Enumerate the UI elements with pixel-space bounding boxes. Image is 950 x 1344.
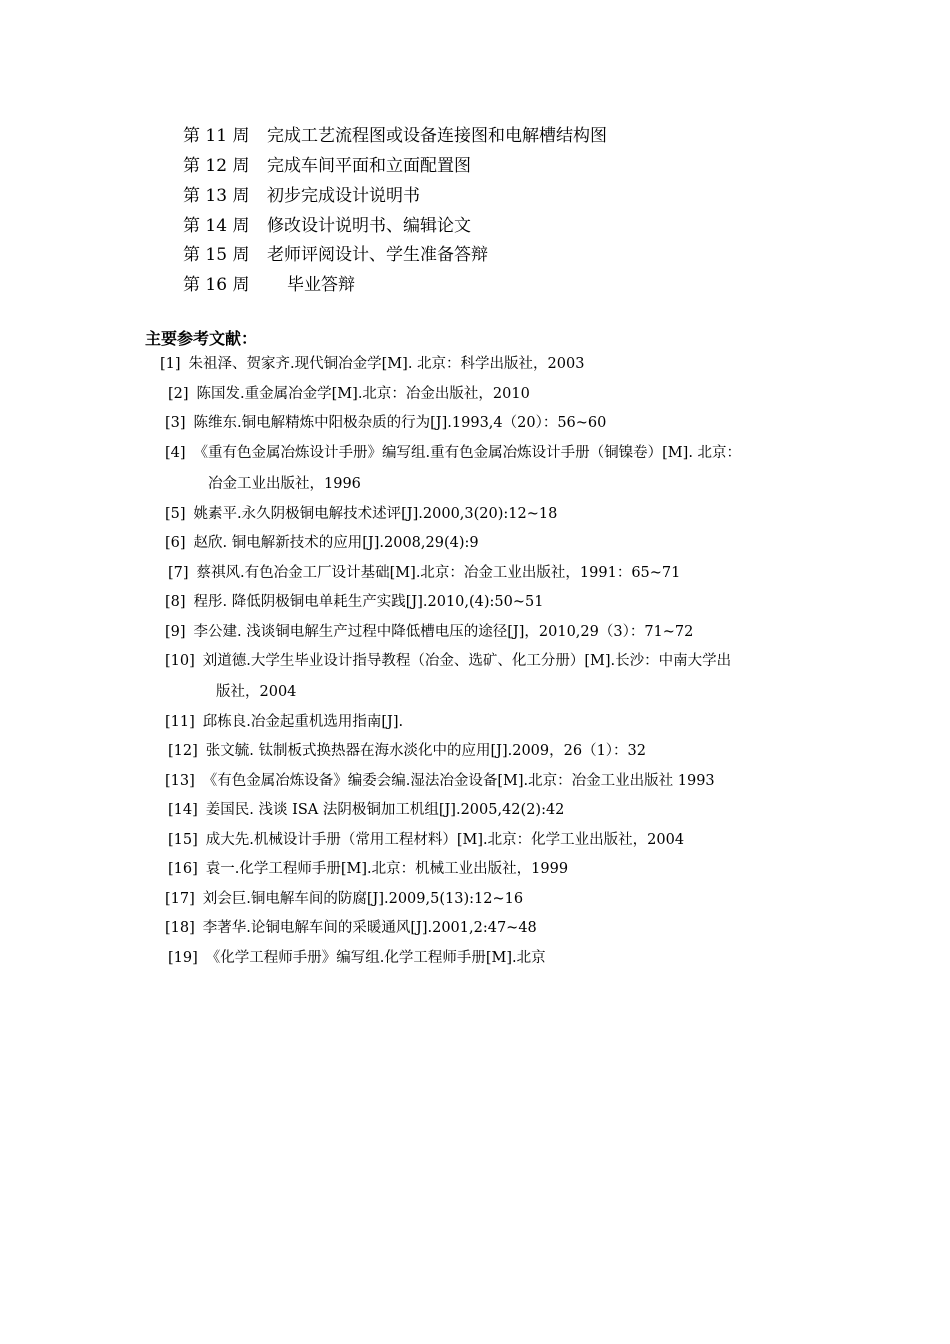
schedule-row [183,125,607,147]
schedule-row [183,185,420,207]
reference-number: [1] [160,356,181,372]
reference-text: 李公建. 浅谈铜电解生产过程中降低槽电压的途径[J]，2010,29（3）：71~72 [193,624,694,640]
reference-number: [3] [165,415,186,431]
reference-item [165,443,741,463]
reference-item [168,384,530,404]
reference-text: 《重有色金属冶炼设计手册》编写组.重有色金属冶炼设计手册（铜镍卷）[M]. 北京： [193,445,742,461]
reference-text: 《有色金属冶炼设备》编委会编.湿法冶金设备[M].北京：冶金工业出版社 1993 [202,773,715,789]
schedule-row [183,155,471,177]
reference-number: [8] [165,594,186,610]
reference-text: 张文毓. 钛制板式换热器在海水淡化中的应用[J].2009，26（1）：32 [205,743,646,759]
reference-text: 赵欣. 铜电解新技术的应用[J].2008,29(4):9 [193,535,479,551]
reference-text: 朱祖泽、贺家齐.现代铜冶金学[M]. 北京：科学出版社，2003 [188,356,585,372]
reference-number: [13] [165,773,195,789]
reference-number: [18] [165,920,195,936]
reference-item [168,741,646,761]
reference-number: [4] [165,445,186,461]
reference-text: 邱栋良.冶金起重机选用指南[J]. [202,714,404,730]
reference-item [165,622,693,642]
reference-text: 成大先.机械设计手册（常用工程材料）[M].北京：化学工业出版社，2004 [205,832,685,848]
reference-text: 《化学工程师手册》编写组.化学工程师手册[M].北京 [205,950,546,966]
schedule-task: 完成工艺流程图或设备连接图和电解槽结构图 [267,126,607,146]
schedule-week: 第 15 周 [183,245,250,265]
reference-continuation: 版社，2004 [216,684,297,700]
schedule-week: 第 12 周 [183,156,250,176]
reference-item [165,889,523,909]
reference-number: [15] [168,832,198,848]
schedule-week: 第 11 周 [183,126,250,146]
reference-item [168,948,546,968]
reference-item [168,800,564,820]
schedule-week: 第 13 周 [183,186,250,206]
schedule-task: 毕业答辩 [287,275,355,295]
reference-text: 陈维东.铜电解精炼中阳极杂质的行为[J].1993,4（20）：56~60 [193,415,607,431]
references-heading: 主要参考文献： [145,329,258,348]
schedule-row [183,244,488,266]
reference-number: [7] [168,565,189,581]
schedule-task: 完成车间平面和立面配置图 [267,156,471,176]
reference-item [168,830,684,850]
reference-text: 姚素平.永久阴极铜电解技术述评[J].2000,3(20):12~18 [193,506,558,522]
reference-number: [14] [168,802,198,818]
reference-number: [11] [165,714,195,730]
reference-number: [9] [165,624,186,640]
reference-text: 刘会巨.铜电解车间的防腐[J].2009,5(13):12~16 [202,891,524,907]
reference-text: 袁一.化学工程师手册[M].北京：机械工业出版社，1999 [205,861,569,877]
reference-number: [12] [168,743,198,759]
reference-item [168,563,680,583]
reference-number: [10] [165,653,195,669]
reference-item [165,592,544,612]
schedule-task: 老师评阅设计、学生准备答辩 [267,245,488,265]
schedule-row [183,215,471,237]
schedule-row [183,274,355,296]
schedule-week: 第 14 周 [183,216,250,236]
reference-continuation: 冶金工业出版社，1996 [208,476,361,492]
reference-number: [2] [168,386,189,402]
reference-item [165,712,403,732]
reference-text: 刘道德.大学生毕业设计指导教程（冶金、选矿、化工分册）[M].长沙：中南大学出 [202,653,732,669]
reference-text: 李著华.论铜电解车间的采暖通风[J].2001,2:47~48 [202,920,537,936]
reference-item [160,354,584,374]
reference-item [168,859,568,879]
reference-number: [5] [165,506,186,522]
reference-text: 姜国民. 浅谈 ISA 法阴极铜加工机组[J].2005,42(2):42 [205,802,565,818]
schedule-task: 修改设计说明书、编辑论文 [267,216,471,236]
reference-item [165,771,715,791]
reference-item [165,504,557,524]
reference-text: 蔡祺风.有色冶金工厂设计基础[M].北京：冶金工业出版社，1991：65~71 [196,565,681,581]
reference-item [165,413,606,433]
reference-number: [6] [165,535,186,551]
reference-number: [17] [165,891,195,907]
schedule-task: 初步完成设计说明书 [267,186,420,206]
reference-number: [16] [168,861,198,877]
reference-text: 陈国发.重金属冶金学[M].北京：冶金出版社，2010 [196,386,530,402]
reference-item [165,651,731,671]
reference-text: 程彤. 降低阴极铜电单耗生产实践[J].2010,(4):50~51 [193,594,544,610]
reference-item [165,533,479,553]
reference-item [165,918,537,938]
reference-number: [19] [168,950,198,966]
schedule-week: 第 16 周 [183,275,250,295]
